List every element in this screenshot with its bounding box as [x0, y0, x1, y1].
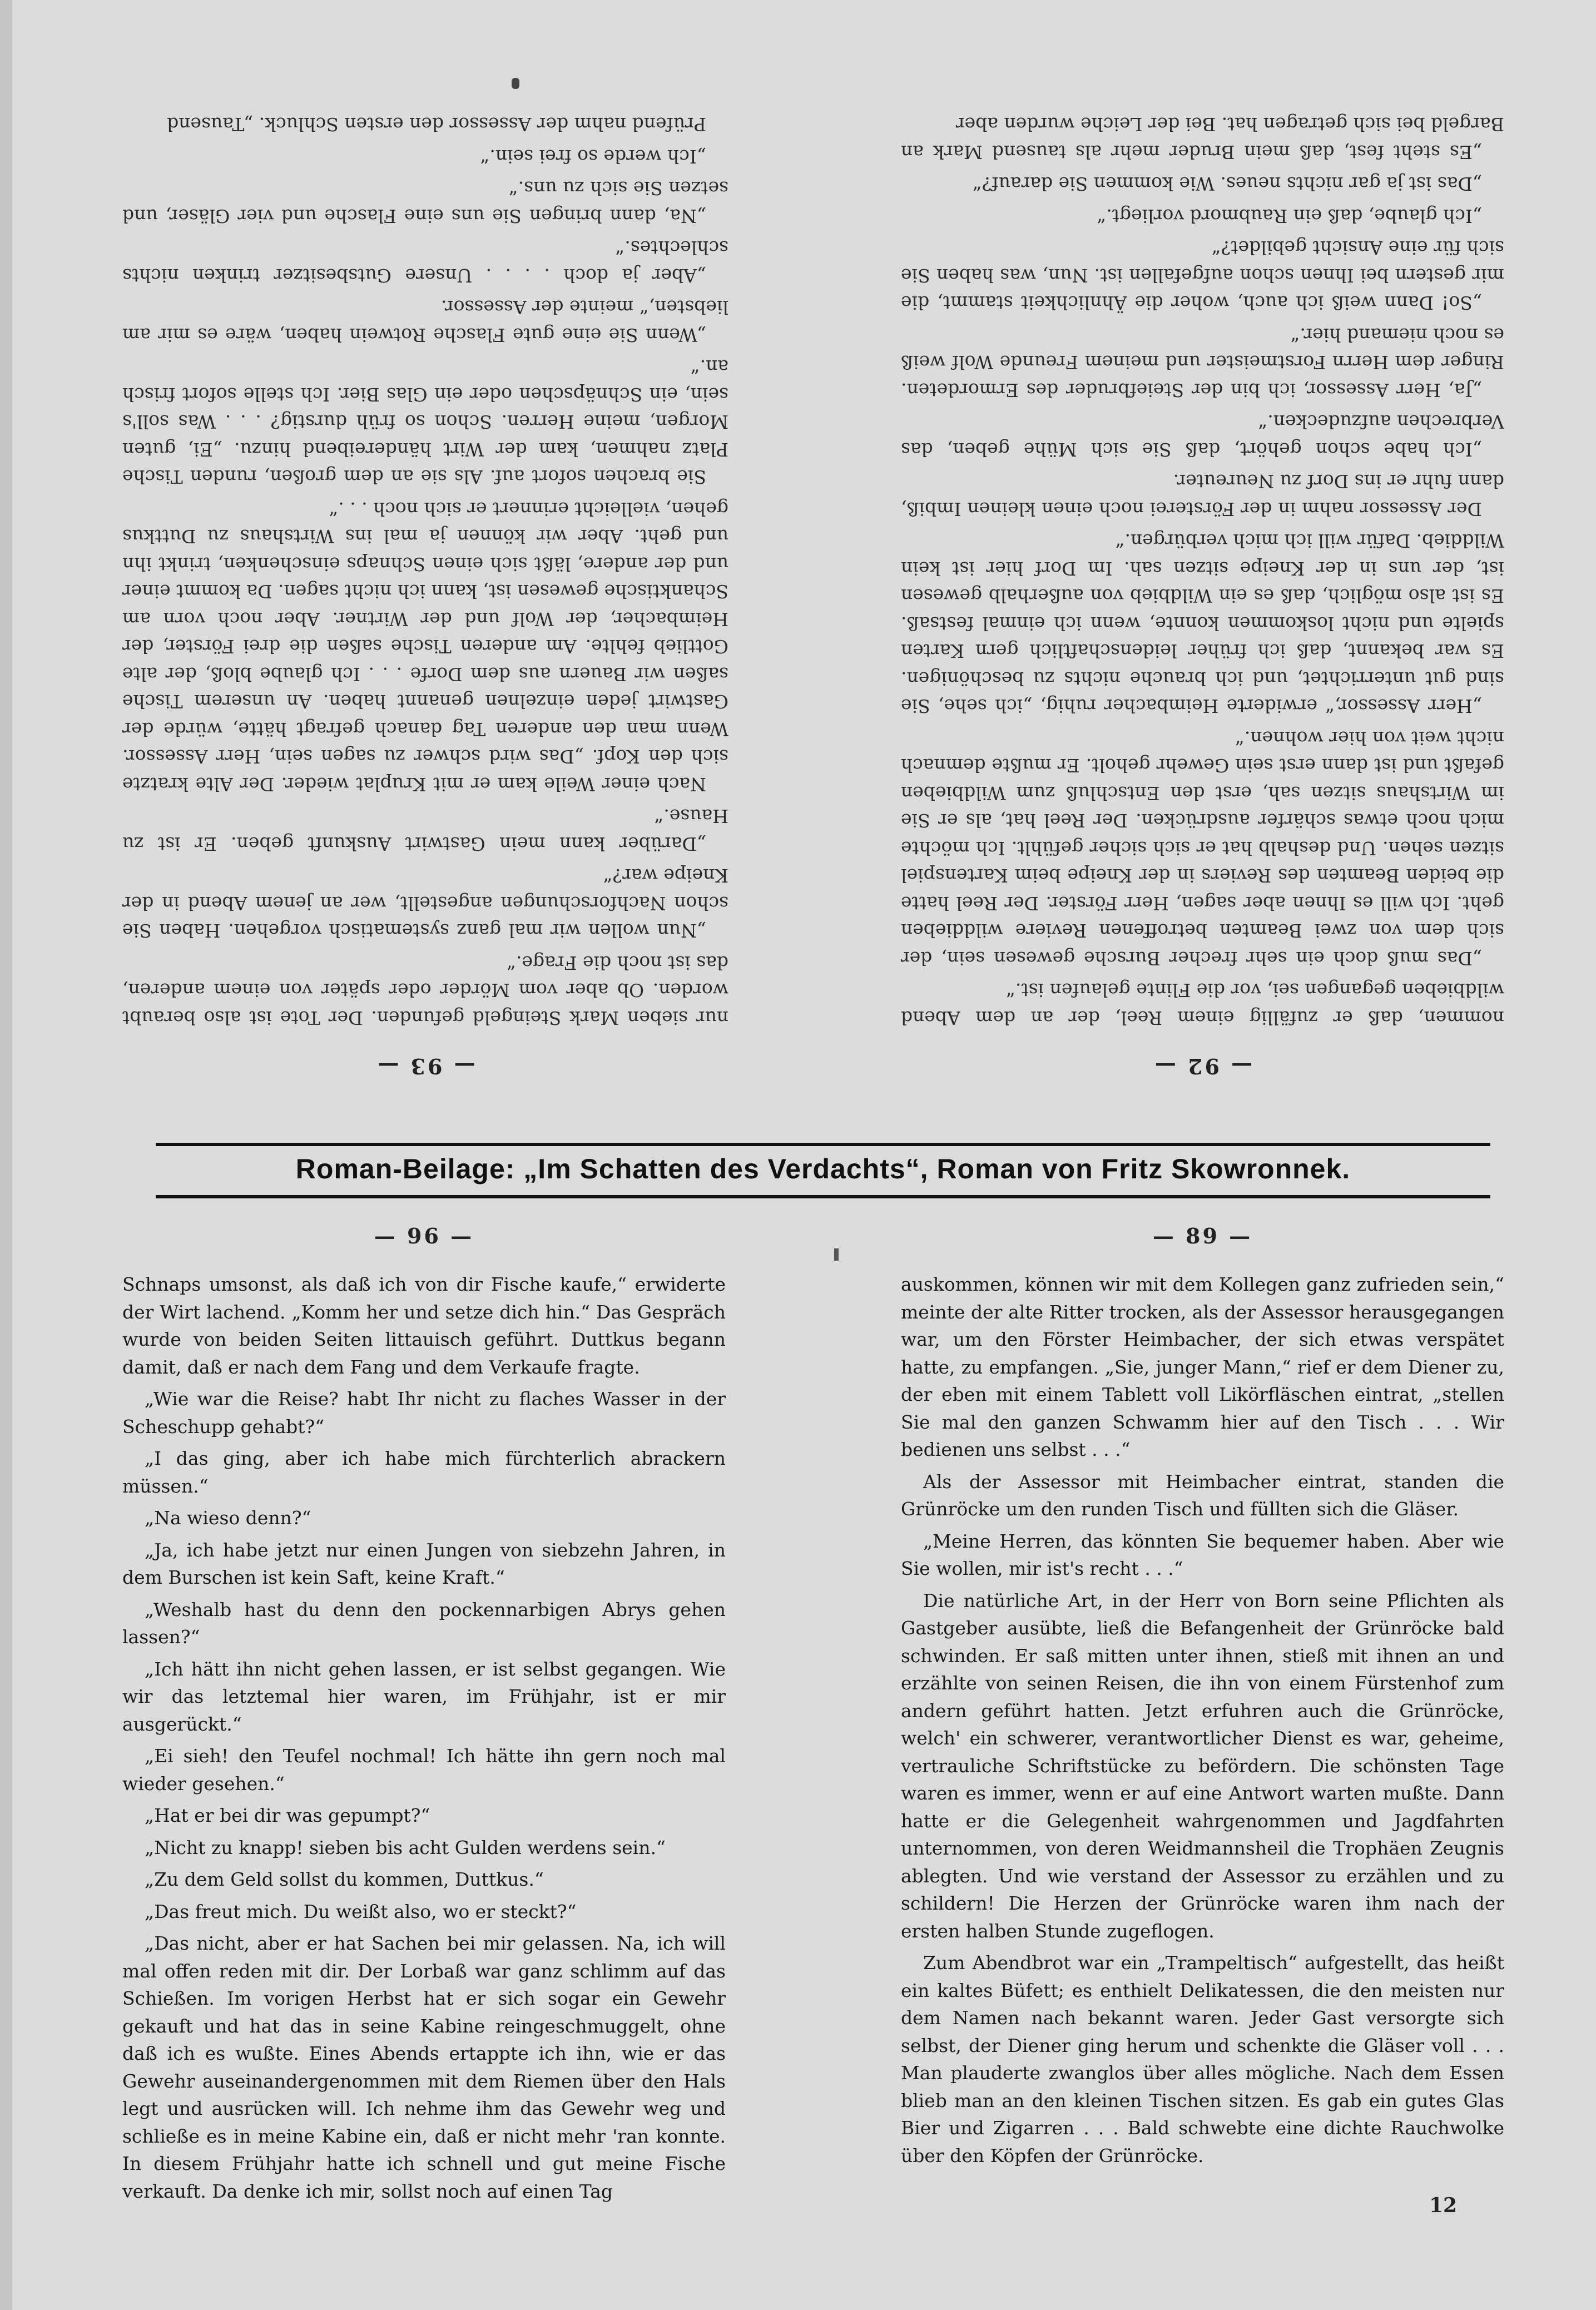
paragraph: „Ich habe schon gehört, daß Sie sich Mühe geben, das Verbrechen aufzudecken.“: [901, 411, 1504, 460]
paragraph: „Das freut mich. Du weißt also, wo er steckt?“: [145, 1900, 577, 1922]
paragraph: „Ich werde so frei sein.“: [480, 146, 706, 167]
paragraph: „Ich glaube, daß ein Raubmord vorliegt.“: [1097, 205, 1482, 227]
paragraph: „Ja, Herr Assessor, ich bin der Steiefbruder des Ermordeten. Ringer dem Herrn Forstmeister und meinem Freunde Wolf weiß es noch niemand hier.“: [901, 324, 1504, 401]
text-column-93: [122, 111, 728, 1032]
paragraph: „Wie war die Reise? habt Ihr nicht zu flaches Wasser in der Scheschupp gehabt?“: [122, 1388, 726, 1437]
paragraph: „Meine Herren, das könnten Sie bequemer haben. Aber wie Sie wollen, mir ist's recht . . .“: [901, 1530, 1504, 1579]
paragraph: auskommen, können wir mit dem Kollegen ganz zufrieden sein,“ meinte der alte Ritter trocken, als der Assessor herausgegangen war, um den Förster Heimbacher, der sich etwas verspätet hatte, zu empfangen. „Sie, junger Mann,“ rief er dem Diener zu, der eben mit einem Tablett voll Likörfläschen eintrat, „stellen Sie mal den ganzen Schwamm hier auf den Tisch . . . Wir bedienen uns selbst . . .“: [901, 1273, 1504, 1460]
paragraph: Nach einer Weile kam er mit Kruplat wieder. Der Alte kratzte sich den Kopf. „Das wird schwer zu sagen sein, Herr Assessor. Wenn man den anderen Tag danach gefragt hätte, würde der Gastwirt jeden einzelnen genannt haben. An unserem Tische saßen wir Bauern aus dem Dorfe . . . Ich glaube bloß, der alte Gottlieb fehlte. Am anderen Tische saßen die drei Förster, der Heimbacher, der Wolf und der Wirtner. Aber noch vorn am Schanktische gewesen ist, kann ich nicht sagen. Da kommt einer und der andere, läßt sich einen Schnaps einschenken, trinkt ihn und geht. Aber wir können ja mal ins Wirtshaus zu Duttkus gehen, vielleicht erinnert er sich noch . . .“: [122, 498, 728, 795]
banner-rule-top: [156, 1143, 1490, 1146]
paragraph: Sie brachen sofort auf. Als sie an dem großen, runden Tische Platz nahmen, kam der Wirt händereibend hinzu. „Ei, guten Morgen, meine Herren. Schon so früh durstig? . . . Was soll's sein, ein Schnäpschen oder ein Glas Bier. Ich stelle sofort frisch an.“: [122, 356, 728, 488]
paragraph: Prüfend nahm der Assessor den ersten Schluck. „Tausend: [167, 113, 706, 136]
paragraph: „Ich hätt ihn nicht gehen lassen, er ist selbst gegangen. Wie wir das letztemal hier waren, im Frühjahr, ist er mir ausgerückt.“: [122, 1658, 726, 1735]
paragraph: „Nun wollen wir mal ganz systematisch vorgehen. Haben Sie schon Nachforschungen angestellt, wer an jenem Abend in der Kneipe war?“: [122, 865, 728, 942]
paragraph: nur sieben Mark Steingeld gefunden. Der Tote ist also beraubt worden. Ob aber vom Mörder oder später von einem anderen, das ist noch die Frage.“: [122, 952, 728, 1029]
paragraph: „Wenn Sie eine gute Flasche Rotwein haben, wäre es mir am liebsten,“ meinte der Assessor.: [122, 296, 728, 346]
paragraph: Der Assessor nahm in der Försterei noch einen kleinen Imbiß, dann fuhr er ins Dorf zu Neureuter.: [901, 470, 1504, 520]
paragraph: „Das muß doch ein sehr frecher Bursche gewesen sein, der sich dem von zwei Beamten betroffenen Reviere wilddieben geht. Ich will es Ihnen aber sagen, Herr Förster. Der Reel hatte die beiden Beamten des Reviers in der Kneipe beim Kartenspiel sitzen sehen. Und deshalb hat er sich sicher gefühlt. Ich möchte mich noch etwas schärfer ausdrücken. Der Reel hat, als er Sie im Wirtshaus sitzen sah, erst den Entschluß zum Wildbieben gefaßt und ist dann erst sein Gewehr geholt. Er mußte demnach nicht weit von hier wohnen.“: [901, 727, 1504, 969]
paragraph: „So! Dann weiß ich auch, woher die Ähnlichkeit stammt, die mir gestern bei Ihnen schon aufgefallen ist. Nun, was haben Sie sich für eine Ansicht gebildet?“: [901, 237, 1504, 314]
ink-spot: [512, 78, 519, 89]
paragraph: „Das nicht, aber er hat Sachen bei mir gelassen. Na, ich will mal offen reden mit dir. Der Lorbaß war ganz schlimm auf das Schießen. Im vorigen Herbst hat er sich sogar ein Gewehr gekauft und hat das in seine Kabine reingeschmuggelt, ohne daß ich es wußte. Eines Abends ertappte ich ihn, wie er das Gewehr auseinandergenommen mit dem Riemen über den Hals legt und ausrücken will. Ich nehme ihm das Gewehr weg und schließe es in meine Kabine ein, daß er nicht mehr 'ran konnte. In diesem Frühjahr hatte ich schnell und gut meine Fische verkauft. Da denke ich mir, sollst noch auf einen Tag: [122, 1932, 726, 2202]
paragraph: „Zu dem Geld sollst du kommen, Duttkus.“: [145, 1868, 544, 1890]
paragraph: „Es steht fest, daß mein Bruder mehr als tausend Mark an Bargeld bei sich getragen hat. Bei der Leiche wurden aber: [901, 113, 1504, 163]
paragraph: Die natürliche Art, in der Herr von Born seine Pflichten als Gastgeber ausübte, ließ die Befangenheit der Grünröcke bald schwinden. Er saß mitten unter ihnen, stieß mit ihnen an und erzählte von seinen Reisen, die ihn von einem Fürstenhof zum andern geführt hatten. Jetzt erfuhren auch die Grünröcke, welch' ein schwerer, verantwortlicher Dienst es war, geheime, vertrauliche Schriftstücke zu befördern. Die schönsten Tage waren es immer, wenn er auf eine Antwort warten mußte. Dann hatte er die Gelegenheit wahrgenommen und Jagdfahrten unternommen, von deren Weidmannsheil die Trophäen Zeugnis ablegten. Und wie verstand der Assessor zu erzählen und zu schildern! Die Herzen der Grünröcke waren ihm nach der ersten halben Stunde zugeflogen.: [901, 1589, 1504, 1942]
paragraph: „Hat er bei dir was gepumpt?“: [145, 1805, 430, 1826]
sheet-number: 12: [1429, 2194, 1458, 2217]
banner-title: Roman-Beilage: „Im Schatten des Verdachts“, Roman von Fritz Skowronnek.: [295, 1153, 1351, 1184]
page-number-89: — 89 —: [1152, 1223, 1253, 1248]
page-number-93: — 93 —: [375, 1054, 475, 1079]
paragraph: „Herr Assessor,“ erwiderte Heimbacher ruhig, „ich sehe, Sie sind gut unterrichtet, und ich brauche nichts zu beschönigen. Es war bekannt, daß ich früher leidenschaftlich gern Karten spielte und nicht loskommen konnte, wenn ich einmal festsaß. Es ist also möglich, daß es ein Wildbieb von außerhalb gewesen ist, der uns in der Kneipe sitzen sah. Im Dorf hier ist kein Wilddieb. Dafür will ich mich verbürgen.“: [901, 530, 1504, 717]
page-96: [122, 1223, 726, 2224]
page-number-92: — 92 —: [1152, 1054, 1253, 1079]
page-89: [901, 1223, 1504, 2224]
paragraph: „Das ist ja gar nichts neues. Wie kommen Sie darauf?“: [972, 173, 1482, 195]
page-number-96: — 96 —: [374, 1223, 474, 1248]
scan-edge: [0, 0, 12, 2310]
paragraph: „Darüber kann mein Gastwirt Auskunft geben. Er ist zu Hause.“: [122, 805, 728, 855]
paragraph: Als der Assessor mit Heimbacher eintrat, standen die Grünröcke um den runden Tisch und füllten sich die Gläser.: [901, 1470, 1504, 1520]
ink-mark: [834, 1248, 839, 1261]
text-column-96: [122, 1271, 726, 2205]
text-column-92: [901, 111, 1504, 1032]
paragraph: Schnaps umsonst, als daß ich von dir Fische kaufe,“ erwiderte der Wirt lachend. „Komm her und setze dich hin.“ Das Gespräch wurde von beiden Seiten littauisch geführt. Duttkus begann damit, daß er nach dem Fang und dem Verkaufe fragte.: [122, 1273, 726, 1378]
upside-down-page-92: [901, 95, 1504, 1079]
novel-supplement-banner: [156, 1143, 1490, 1198]
paragraph: „Weshalb hast du denn den pockennarbigen Abrys gehen lassen?“: [122, 1598, 726, 1648]
paragraph: „Ei sieh! den Teufel nochmal! Ich hätte ihn gern noch mal wieder gesehen.“: [122, 1745, 726, 1795]
text-column-89: [901, 1271, 1504, 2169]
paragraph: „Aber ja doch . . . . Unsere Gutsbesitzer trinken nichts schlechtes.“: [122, 237, 728, 286]
paragraph: „I das ging, aber ich habe mich fürchterlich abrackern müssen.“: [122, 1448, 726, 1497]
banner-rule-bottom: [156, 1195, 1490, 1198]
paragraph: „Na wieso denn?“: [145, 1507, 311, 1529]
paragraph: „Nicht zu knapp! sieben bis acht Gulden werdens sein.“: [145, 1836, 666, 1858]
paragraph: „Ja, ich habe jetzt nur einen Jungen von siebzehn Jahren, in dem Burschen ist kein Saft, keine Kraft.“: [122, 1539, 726, 1588]
upside-down-page-93: [122, 95, 728, 1079]
paragraph: nommen, daß er zufällig einem Reel, der an dem Abend wildbieben gegangen sei, vor die Flinte gelaufen ist.“: [901, 979, 1504, 1029]
paragraph: „Na, dann bringen Sie uns eine Flasche und vier Gläser, und setzen Sie sich zu uns.“: [122, 177, 728, 227]
paragraph: Zum Abendbrot war ein „Trampeltisch“ aufgestellt, das heißt ein kaltes Büfett; es enthielt Delikatessen, die den meisten nur dem Namen nach bekannt waren. Jeder Gast versorgte sich selbst, der Diener ging herum und schenkte die Gläser voll . . . Man plauderte zwanglos über alles mögliche. Nach dem Essen blieb man an den kleinen Tischen sitzen. Es gab ein gutes Glas Bier und Zigarren . . . Bald schwebte eine dichte Rauchwolke über den Köpfen der Grünröcke.: [901, 1952, 1504, 2167]
